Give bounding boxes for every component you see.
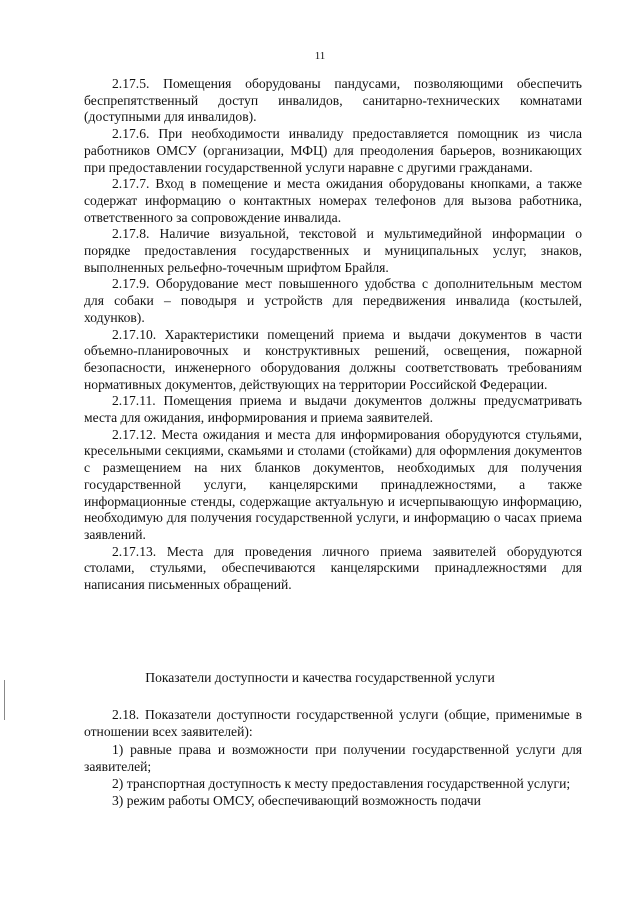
paragraph-2-17-13: 2.17.13. Места для проведения личного приема заявителей оборудуются столами, стульями, обеспечиваются канцелярскими принадлежностями для написания письменных обращений. [84, 543, 582, 593]
list-item-2: 2) транспортная доступность к месту предоставления государственной услуги; [112, 776, 571, 792]
list-item-1: 1) равные права и возможности при получении государственной услуги для заявителей; [84, 741, 582, 774]
list-item-3: 3) режим работы ОМСУ, обеспечивающий возможность подачи [112, 793, 481, 809]
paragraph-2-17-8: 2.17.8. Наличие визуальной, текстовой и мультимедийной информации о порядке предоставления государственных и муниципальных услуг, знаков, выполненных рельефно-точечным шрифтом Брайля. [84, 226, 582, 275]
page-number: 11 [314, 50, 326, 62]
paragraph-2-17-11: 2.17.11. Помещения приема и выдачи документов должны предусматривать места для ожидания, информирования и приема заявителей. [84, 393, 582, 426]
document-body [84, 76, 582, 594]
paragraph-2-17-7: 2.17.7. Вход в помещение и места ожидания оборудованы кнопками, а также содержат информацию о контактных номерах телефонов для вызова работника, ответственного за сопровождение инвалида. [84, 176, 582, 225]
paragraph-2-17-10: 2.17.10. Характеристики помещений приема и выдачи документов в части объемно-планировочных и конструктивных решений, освещения, пожарной безопасности, инженерного оборудования должны соответствовать требованиям нормативных документов, действующих на территории Российской Федерации. [84, 326, 582, 392]
paragraph-2-18: 2.18. Показатели доступности государственной услуги (общие, применимые в отношении всех заявителей): [84, 707, 582, 740]
section-body [84, 706, 582, 810]
paragraph-2-17-12: 2.17.12. Места ожидания и места для информирования оборудуются стульями, кресельными секциями, скамьями и столами (стойками) для оформления документов с размещением на них бланков документов, необходимых для получения государственной услуги, канцелярскими принадлежностями, а также информационные стенды, содержащие актуальную и исчерпывающую информацию, необходимую для получения государственной услуги, и информацию о часах приема заявлений. [84, 426, 582, 542]
paragraph-2-17-5: 2.17.5. Помещения оборудованы пандусами, позволяющими обеспечить беспрепятственный доступ инвалидов, санитарно-технических комнатами (доступными для инвалидов). [84, 76, 582, 125]
scan-margin-mark [4, 680, 5, 720]
section-heading: Показатели доступности и качества государственной услуги [145, 670, 495, 685]
paragraph-2-17-9: 2.17.9. Оборудование мест повышенного удобства с дополнительным местом для собаки – поводыря и устройств для передвижения инвалида (костылей, ходунков). [84, 276, 582, 325]
paragraph-2-17-6: 2.17.6. При необходимости инвалиду предоставляется помощник из числа работников ОМСУ (организации, МФЦ) для преодоления барьеров, возникающих при предоставлении государственной услуги наравне с другими гражданами. [84, 126, 582, 175]
